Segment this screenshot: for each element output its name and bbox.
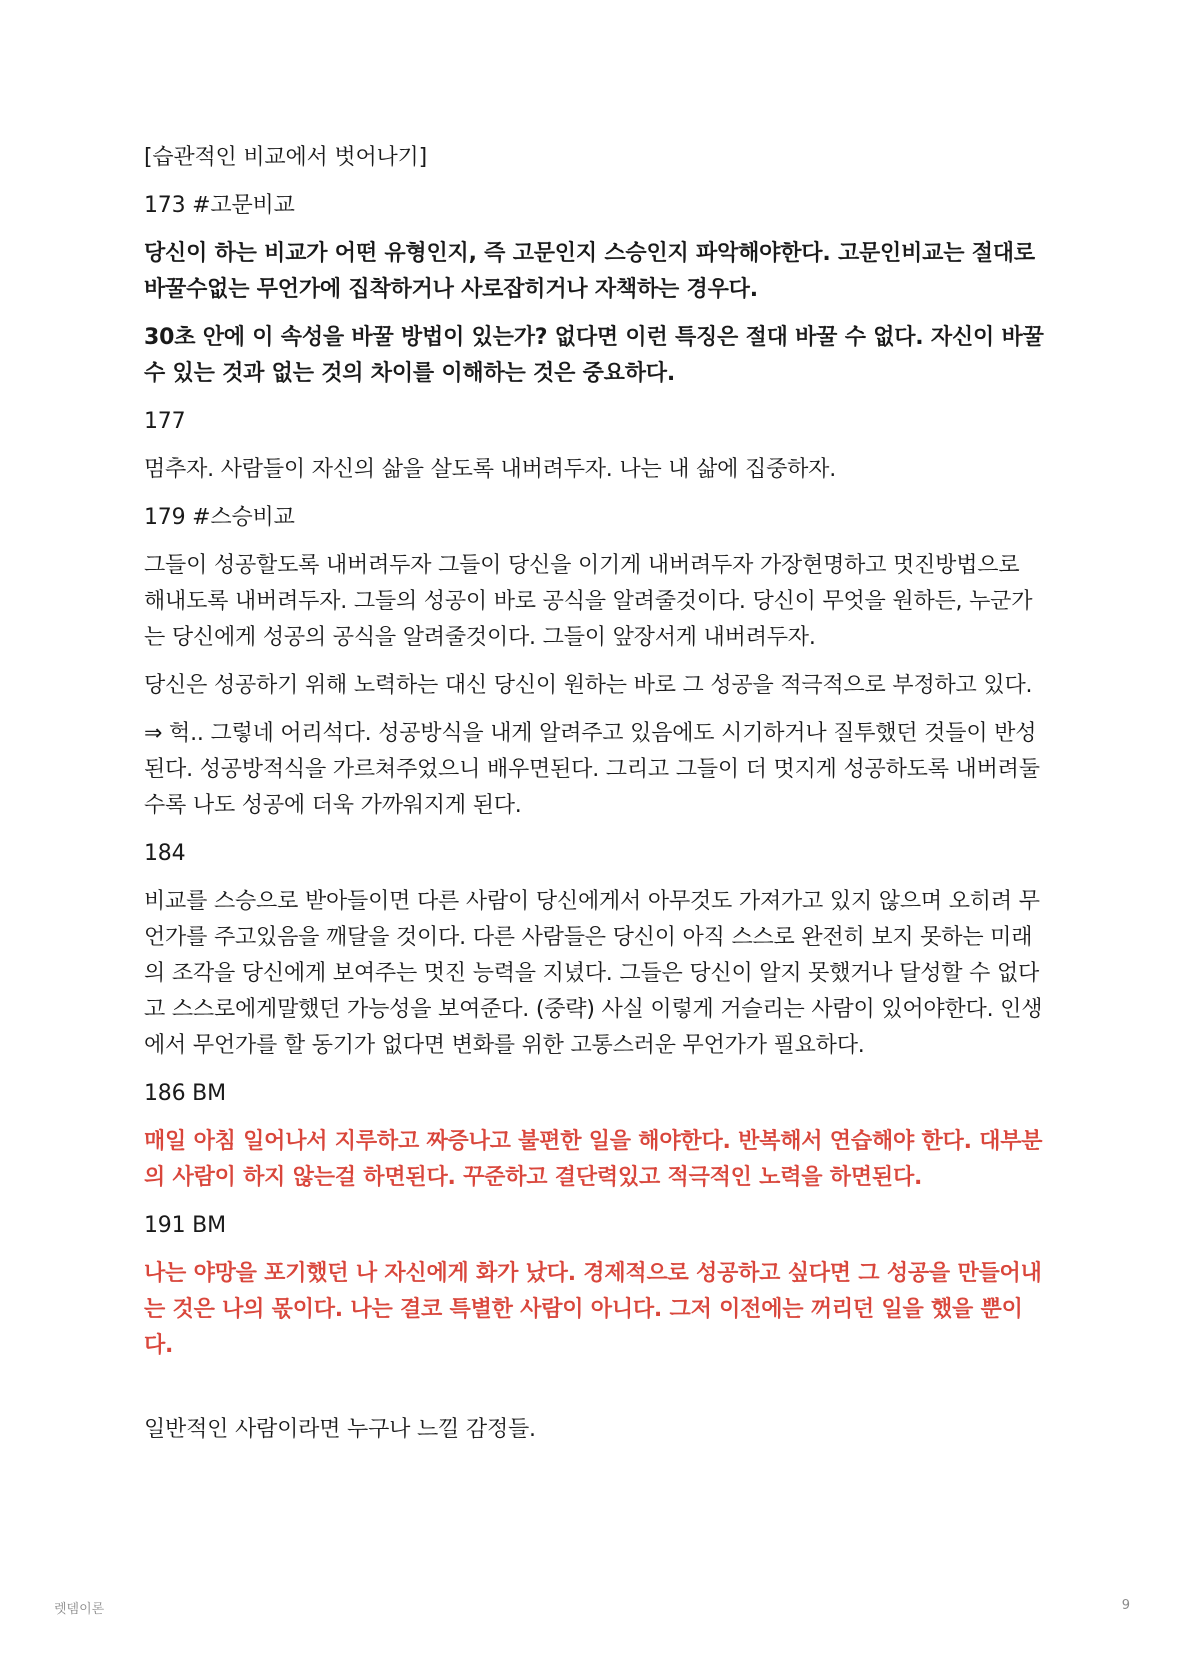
reflection-paragraph: ⇒ 헉.. 그렇네 어리석다. 성공방식을 내게 알려주고 있음에도 시기하거나 질투했던 것들이 반성된다. 성공방적식을 가르쳐주었으니 배우면된다. 그리고 그들이 더 멋지게 성공하도록 내버려둘수록 나도 성공에 더욱 가까워지게 된다. (144, 721, 1040, 818)
footer-title: 렛뎀이론 (54, 1602, 105, 1617)
document-body (144, 140, 1044, 1460)
paragraph-179-b: 당신은 성공하기 위해 노력하는 대신 당신이 원하는 바로 그 성공을 적극적으로 부정하고 있다. (144, 673, 1033, 698)
bold-paragraph-2: 30초 안에 이 속성을 바꿀 방법이 있는가? 없다면 이런 특징은 절대 바꿀 수 없다. 자신이 바꿀 수 있는 것과 없는 것의 차이를 이해하는 것은 중요하다. (144, 325, 1044, 386)
note-label-179: 179 #스승비교 (144, 505, 295, 530)
note-label-191: 191 BM (144, 1213, 226, 1238)
closing-paragraph: 일반적인 사람이라면 누구나 느낄 감정들. (144, 1417, 536, 1442)
paragraph-177: 멈추자. 사람들이 자신의 삶을 살도록 내버려두자. 나는 내 삶에 집중하자. (144, 457, 837, 482)
highlight-paragraph-191: 나는 야망을 포기했던 나 자신에게 화가 났다. 경제적으로 성공하고 싶다면 그 성공을 만들어내는 것은 나의 몫이다. 나는 결코 특별한 사람이 아니다. 그저 이전에는 꺼리던 일을 했을 뿐이다. (144, 1261, 1042, 1358)
paragraph-179-a: 그들이 성공할도록 내버려두자 그들이 당신을 이기게 내버려두자 가장현명하고 멋진방법으로 해내도록 내버려두자. 그들의 성공이 바로 공식을 알려줄것이다. 당신이 무엇을 원하든, 누군가는 당신에게 성공의 공식을 알려줄것이다. 그들이 앞장서게 내버려두자. (144, 553, 1033, 650)
note-label-177: 177 (144, 409, 186, 434)
note-label-186: 186 BM (144, 1081, 226, 1106)
section-heading: [습관적인 비교에서 벗어나기] (144, 145, 427, 170)
page-number: 9 (1121, 1598, 1130, 1613)
note-label-184: 184 (144, 841, 186, 866)
note-label-173: 173 #고문비교 (144, 193, 295, 218)
paragraph-184: 비교를 스승으로 받아들이면 다른 사람이 당신에게서 아무것도 가져가고 있지 않으며 오히려 무언가를 주고있음을 깨달을 것이다. 다른 사람들은 당신이 아직 스스로 완전히 보지 못하는 미래의 조각을 당신에게 보여주는 멋진 능력을 지녔다. 그들은 당신이 알지 못했거나 달성할 수 없다고 스스로에게말했던 가능성을 보여준다. (중략) 사실 이렇게 거슬리는 사람이 있어야한다. 인생에서 무언가를 할 동기가 없다면 변화를 위한 고통스러운 무언가가 필요하다. (144, 889, 1043, 1058)
bold-paragraph-1: 당신이 하는 비교가 어떤 유형인지, 즉 고문인지 스승인지 파악해야한다. 고문인비교는 절대로 바꿀수없는 무언가에 집착하거나 사로잡히거나 자책하는 경우다. (144, 241, 1035, 302)
highlight-paragraph-186: 매일 아침 일어나서 지루하고 짜증나고 불편한 일을 해야한다. 반복해서 연습해야 한다. 대부분의 사람이 하지 않는걸 하면된다. 꾸준하고 결단력있고 적극적인 노력을 하면된다. (144, 1129, 1043, 1190)
